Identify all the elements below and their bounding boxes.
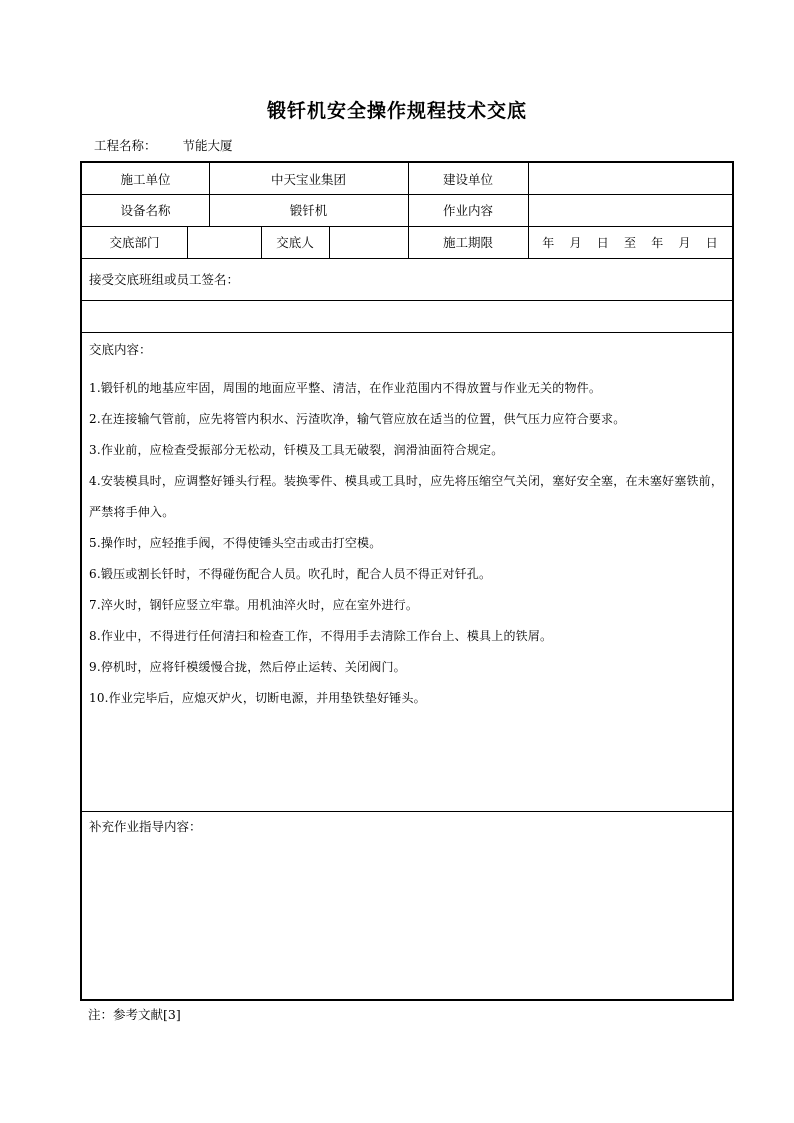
supplement-label: 补充作业指导内容： — [89, 819, 202, 834]
equipment-name-label: 设备名称 — [120, 203, 171, 218]
signature-area — [82, 300, 732, 332]
row-divider — [82, 332, 732, 333]
content-list — [89, 373, 729, 714]
content-label: 交底内容： — [89, 342, 152, 357]
work-content-value — [528, 194, 732, 226]
disclosure-dept-value — [187, 226, 261, 258]
project-label: 工程名称： — [94, 138, 157, 153]
construction-period-label: 施工期限 — [442, 235, 493, 250]
disclosure-table — [80, 161, 734, 1001]
document-title: 锻钎机安全操作规程技术交底 — [266, 100, 527, 122]
signature-label: 接受交底班组或员工签名： — [89, 272, 240, 287]
list-item: 7.淬火时，钢钎应竖立牢靠。用机油淬火时，应在室外进行。 — [89, 598, 419, 612]
list-item: 9.停机时，应将钎模缓慢合拢，然后停止运转、关闭阀门。 — [89, 660, 406, 674]
construction-period-value: 年 月 日 至 年 月 日 — [542, 235, 718, 250]
row-divider — [82, 811, 732, 812]
list-item: 1.锻钎机的地基应牢固，周围的地面应平整、清洁，在作业范围内不得放置与作业无关的物件。 — [89, 381, 602, 395]
owner-unit-value — [528, 163, 732, 194]
project-value: 节能大厦 — [182, 138, 233, 153]
list-item: 6.锻压或割长钎时，不得碰伤配合人员。吹孔时，配合人员不得正对钎孔。 — [89, 567, 492, 581]
reference-note: 注：参考文献[3] — [88, 1007, 181, 1022]
discloser-value — [329, 226, 408, 258]
disclosure-dept-label: 交底部门 — [109, 235, 160, 250]
discloser-label: 交底人 — [276, 235, 314, 250]
owner-unit-label: 建设单位 — [442, 171, 493, 187]
project-line — [94, 136, 233, 154]
list-item: 3.作业前，应检查受振部分无松动，钎模及工具无破裂，润滑油面符合规定。 — [89, 443, 504, 457]
equipment-name-value: 锻钎机 — [289, 203, 328, 218]
list-item: 10.作业完毕后，应熄灭炉火，切断电源，并用垫铁垫好锤头。 — [89, 691, 426, 705]
construction-unit-label: 施工单位 — [120, 171, 171, 187]
list-item: 5.操作时，应轻推手阀，不得使锤头空击或击打空模。 — [89, 536, 382, 550]
list-item: 2.在连接输气管前，应先将管内积水、污渣吹净，输气管应放在适当的位置，供气压力应符合要求。 — [89, 412, 626, 426]
work-content-label: 作业内容 — [442, 203, 493, 218]
construction-unit-value: 中天宝业集团 — [270, 171, 346, 187]
list-item: 4.安装模具时，应调整好锤头行程。装换零件、模具或工具时，应先将压缩空气关闭，塞好安全塞，在未塞好塞铁前，严禁将手伸入。 — [89, 474, 724, 519]
list-item: 8.作业中，不得进行任何清扫和检查工作，不得用手去清除工作台上、模具上的铁屑。 — [89, 629, 553, 643]
